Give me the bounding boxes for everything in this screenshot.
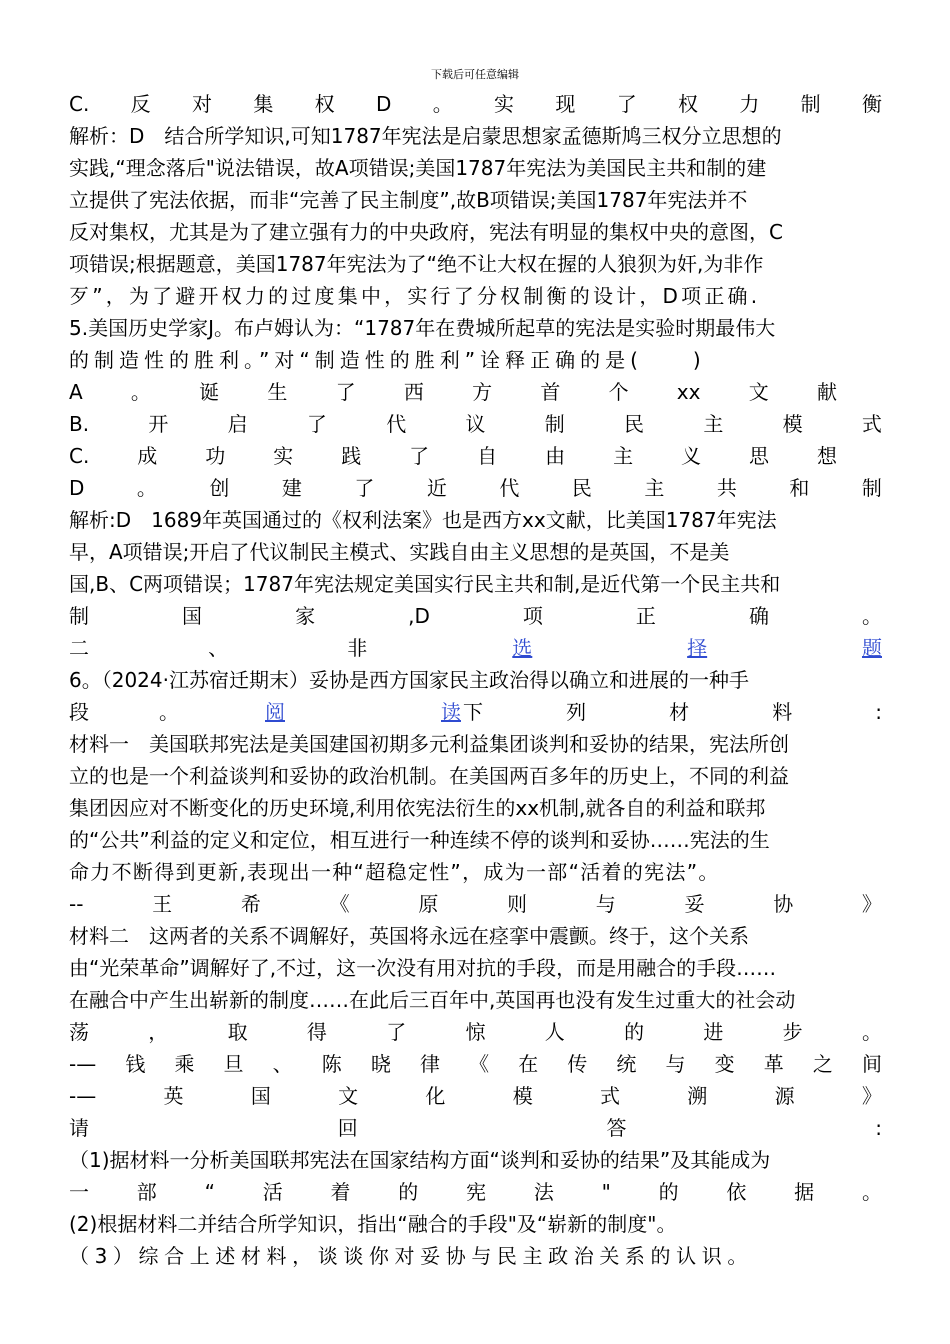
text-token: 回	[337, 1116, 358, 1140]
text-token: 部	[136, 1180, 157, 1204]
text-token: 钱	[125, 1052, 146, 1076]
text-token: 宪	[466, 1180, 487, 1204]
text-token: 文	[748, 380, 769, 404]
read-link[interactable]	[265, 696, 461, 728]
text-token: 首	[540, 380, 561, 404]
text-token: ,D	[408, 604, 430, 628]
prompt-line	[69, 1112, 882, 1144]
analysis-line: 歹”，为了避开权力的过度集中，实行了分权制衡的设计，D项正确.	[69, 284, 761, 308]
text-token: 。	[861, 1180, 882, 1204]
text-token: 读	[441, 700, 461, 724]
text-token: xx	[676, 380, 701, 404]
text-token: 了	[386, 1020, 407, 1044]
analysis-line: 实践,“理念落后"说法错误，故A项错误;美国1787年宪法为美国民主共和制的建	[69, 156, 767, 180]
text-token: 诞	[199, 380, 220, 404]
text-token: 协	[773, 892, 794, 916]
text-token: 民	[571, 476, 592, 500]
analysis-line: 早，A项错误;开启了代议制民主模式、实践自由主义思想的是英国，不是美	[69, 540, 730, 564]
text-token: 生	[267, 380, 288, 404]
text-token: 正	[635, 604, 656, 628]
analysis-line	[69, 600, 882, 632]
sub-question-line: （3）综合上述材料，谈谈你对妥协与民主政治关系的认识。	[69, 1244, 753, 1268]
text-token: 了	[335, 380, 356, 404]
text-token: 了	[616, 92, 637, 116]
text-token: 模	[512, 1084, 533, 1108]
text-token: C.	[69, 444, 90, 468]
section-heading	[69, 632, 882, 664]
text-token: 了	[354, 476, 375, 500]
text-token: 取	[227, 1020, 248, 1044]
text-token: 、	[208, 636, 229, 660]
text-token: 由	[545, 444, 566, 468]
text-token: 实	[494, 92, 515, 116]
text-token: 《	[469, 1052, 490, 1076]
text-token: 国	[182, 604, 203, 628]
text-token: 的	[398, 1180, 419, 1204]
text-token: 个	[608, 380, 629, 404]
text-token: 创	[209, 476, 230, 500]
material-line	[69, 1016, 882, 1048]
text-token: 文	[338, 1084, 359, 1108]
text-token: 与	[665, 1052, 686, 1076]
text-token: 变	[714, 1052, 735, 1076]
text-token: 下	[463, 700, 483, 724]
text-token: 制	[800, 92, 821, 116]
text-token: 一	[69, 1180, 89, 1204]
text-token: 乘	[174, 1052, 195, 1076]
analysis-line: 解析:D 1689年英国通过的《权利法案》也是西方xx文献，比美国1787年宪法	[69, 508, 777, 532]
text-token: 。	[130, 380, 151, 404]
text-token: 希	[240, 892, 261, 916]
analysis-line: 立提供了宪法依据，而非“完善了民主制度”,故B项错误;美国1787年宪法并不	[69, 188, 748, 212]
text-token: 溯	[687, 1084, 708, 1108]
text-token: 人	[544, 1020, 565, 1044]
text-token: 西	[403, 380, 424, 404]
text-token: 与	[595, 892, 616, 916]
sub-question-line: (2)根据材料二并结合所学知识，指出“融合的手段"及“崭新的制度"。	[69, 1212, 677, 1236]
text-token: 力	[739, 92, 760, 116]
text-token: 英	[163, 1084, 184, 1108]
text-token: 反	[130, 92, 151, 116]
text-token: :	[875, 700, 882, 724]
text-token: 成	[137, 444, 158, 468]
text-token: 之	[812, 1052, 833, 1076]
text-token: 料	[772, 700, 793, 724]
text-token: --	[69, 892, 84, 916]
text-token: 模	[782, 412, 803, 436]
text-token: A	[69, 380, 83, 404]
text-token: 衡	[862, 92, 882, 116]
text-token: 在	[518, 1052, 539, 1076]
text-token: 二	[69, 636, 89, 660]
page-header: 下载后可任意编辑	[431, 68, 519, 81]
material-line: 命力不断得到更新,表现出一种“超稳定性”，成为一部“活着的宪法”。	[69, 860, 720, 884]
text-token: 。	[432, 92, 453, 116]
text-token: 了	[409, 444, 430, 468]
text-token: 革	[763, 1052, 784, 1076]
text-token: 。	[136, 476, 157, 500]
text-token: -—	[69, 1084, 97, 1108]
text-token: 代	[386, 412, 407, 436]
text-token: 共	[716, 476, 737, 500]
text-token: 段	[69, 700, 89, 724]
text-token: 权	[314, 92, 335, 116]
text-token: ，	[148, 1020, 169, 1044]
text-token: 间	[861, 1052, 882, 1076]
text-token: 着	[330, 1180, 351, 1204]
text-token: 制	[69, 604, 89, 628]
text-token: 项	[522, 604, 543, 628]
source-line	[69, 1048, 882, 1080]
text-token: 实	[273, 444, 294, 468]
text-token: 原	[418, 892, 439, 916]
text-token: 制	[544, 412, 565, 436]
text-token: 得	[306, 1020, 327, 1044]
text-token: 民	[624, 412, 645, 436]
analysis-line: 解析：D 结合所学知识,可知1787年宪法是启蒙思想家孟德斯鸠三权分立思想的	[69, 124, 782, 148]
option-line	[69, 472, 882, 504]
material-line: 的“公共”利益的定义和定位，相互进行一种连续不停的谈判和妥协……宪法的生	[69, 828, 770, 852]
section-heading-link[interactable]	[512, 632, 882, 664]
text-token: 思	[749, 444, 770, 468]
text-token: 开	[148, 412, 169, 436]
material-line: 由“光荣革命”调解好了,不过，这一次没有用对抗的手段，而是用融合的手段……	[69, 956, 777, 980]
question-line: 6。（2024·江苏宿迁期末）妥协是西方国家民主政治得以确立和进展的一种手	[69, 668, 749, 692]
text-token: 荡	[69, 1020, 89, 1044]
text-token: 陈	[321, 1052, 342, 1076]
question-line: 的制造性的胜利。”对“制造性的胜利”诠释正确的是( )	[69, 348, 706, 372]
text-token: "	[601, 1180, 611, 1204]
text-token: 化	[425, 1084, 446, 1108]
option-line	[69, 376, 882, 408]
text-token: 的	[658, 1180, 679, 1204]
text-token: 题	[861, 636, 882, 660]
option-line	[69, 88, 882, 120]
text-token: 主	[613, 444, 634, 468]
text-token: 晓	[370, 1052, 391, 1076]
analysis-line: 反对集权，尤其是为了建立强有力的中央政府，宪法有明显的集权中央的意图，C	[69, 220, 783, 244]
text-token: 请	[69, 1116, 89, 1140]
text-token: 妥	[684, 892, 705, 916]
text-token: 》	[861, 1084, 882, 1108]
text-token: 主	[703, 412, 724, 436]
text-token: 。	[159, 700, 179, 724]
material-line: 在融合中产生出崭新的制度……在此后三百年中,英国再也没有发生过重大的社会动	[69, 988, 796, 1012]
text-token: 选	[512, 636, 533, 660]
text-token: 式	[600, 1084, 620, 1108]
text-token: 功	[205, 444, 226, 468]
text-token: 国	[250, 1084, 271, 1108]
text-token: 献	[816, 380, 837, 404]
text-token: 择	[687, 636, 708, 660]
question-line: 5.美国历史学家J。布卢姆认为：“1787年在费城所起草的宪法是实验时期最伟大	[69, 316, 776, 340]
material-line: 材料二 这两者的关系不调解好，英国将永远在痉挛中震颤。终于，这个关系	[69, 924, 749, 948]
text-token: 制	[861, 476, 882, 500]
text-token: 统	[616, 1052, 637, 1076]
text-token: 《	[329, 892, 350, 916]
text-token: 法	[533, 1180, 554, 1204]
text-token: 王	[152, 892, 173, 916]
sub-question-line: （1)据材料一分析美国联邦宪法在国家结构方面“谈判和妥协的结果”及其能成为	[69, 1148, 771, 1172]
text-token: 了	[306, 412, 327, 436]
text-token: 阅	[265, 700, 285, 724]
text-token: 、	[272, 1052, 293, 1076]
text-token: 义	[681, 444, 702, 468]
text-token: 践	[341, 444, 362, 468]
text-token: 步	[782, 1020, 803, 1044]
material-line: 集团因应对不断变化的历史环境,利用依宪法衍生的xx机制,就各自的利益和联邦	[69, 796, 766, 820]
text-token: 建	[281, 476, 302, 500]
text-token: 代	[499, 476, 520, 500]
text-token: 惊	[465, 1020, 486, 1044]
text-token: 家	[295, 604, 316, 628]
text-token: 议	[465, 412, 486, 436]
question-prefix	[69, 696, 179, 728]
text-token: D	[375, 92, 392, 116]
text-token: 依	[726, 1180, 747, 1204]
text-token: 集	[253, 92, 274, 116]
analysis-line: 项错误;根据题意，美国1787年宪法为了“绝不让大权在握的人狼狈为奸,为非作	[69, 252, 764, 276]
text-token: -—	[69, 1052, 97, 1076]
text-token: “	[204, 1180, 215, 1204]
text-token: 答	[606, 1116, 627, 1140]
text-token: 活	[262, 1180, 283, 1204]
text-token: 材	[669, 700, 690, 724]
document-body	[69, 88, 882, 1272]
text-token: 传	[567, 1052, 588, 1076]
text-token: 则	[507, 892, 528, 916]
text-token: 对	[191, 92, 212, 116]
text-token: 式	[861, 412, 882, 436]
text-token: 的	[624, 1020, 645, 1044]
text-token: 。	[861, 604, 882, 628]
text-token: 和	[789, 476, 810, 500]
text-token: C.	[69, 92, 90, 116]
material-line: 材料一 美国联邦宪法是美国建国初期多元利益集团谈判和妥协的结果，宪法所创	[69, 732, 789, 756]
text-token: 据	[794, 1180, 815, 1204]
analysis-line: 国,B、C两项错误；1787年宪法规定美国实行民主共和制,是近代第一个民主共和	[69, 572, 781, 596]
text-token: 进	[703, 1020, 724, 1044]
text-token: 主	[644, 476, 665, 500]
option-line	[69, 440, 882, 472]
source-line	[69, 888, 882, 920]
text-token: 近	[426, 476, 447, 500]
text-token: B.	[69, 412, 90, 436]
option-line	[69, 408, 882, 440]
text-token: 列	[566, 700, 587, 724]
text-token: 现	[555, 92, 576, 116]
question-line	[69, 696, 882, 728]
text-token: 非	[347, 636, 368, 660]
text-token: D	[69, 476, 85, 500]
source-line	[69, 1080, 882, 1112]
text-token: 》	[861, 892, 882, 916]
text-token: 律	[419, 1052, 440, 1076]
text-token: 。	[861, 1020, 882, 1044]
section-heading-prefix	[69, 632, 367, 664]
material-line: 立的也是一个利益谈判和妥协的政治机制。在美国两百多年的历史上，不同的利益	[69, 764, 789, 788]
text-token: 旦	[223, 1052, 244, 1076]
question-suffix	[463, 696, 882, 728]
text-token: 启	[227, 412, 248, 436]
text-token: :	[875, 1116, 882, 1140]
text-token: 想	[816, 444, 837, 468]
text-token: 自	[477, 444, 498, 468]
text-token: 源	[774, 1084, 795, 1108]
sub-question-line	[69, 1176, 882, 1208]
text-token: 方	[472, 380, 493, 404]
text-token: 确	[748, 604, 769, 628]
text-token: 权	[678, 92, 699, 116]
